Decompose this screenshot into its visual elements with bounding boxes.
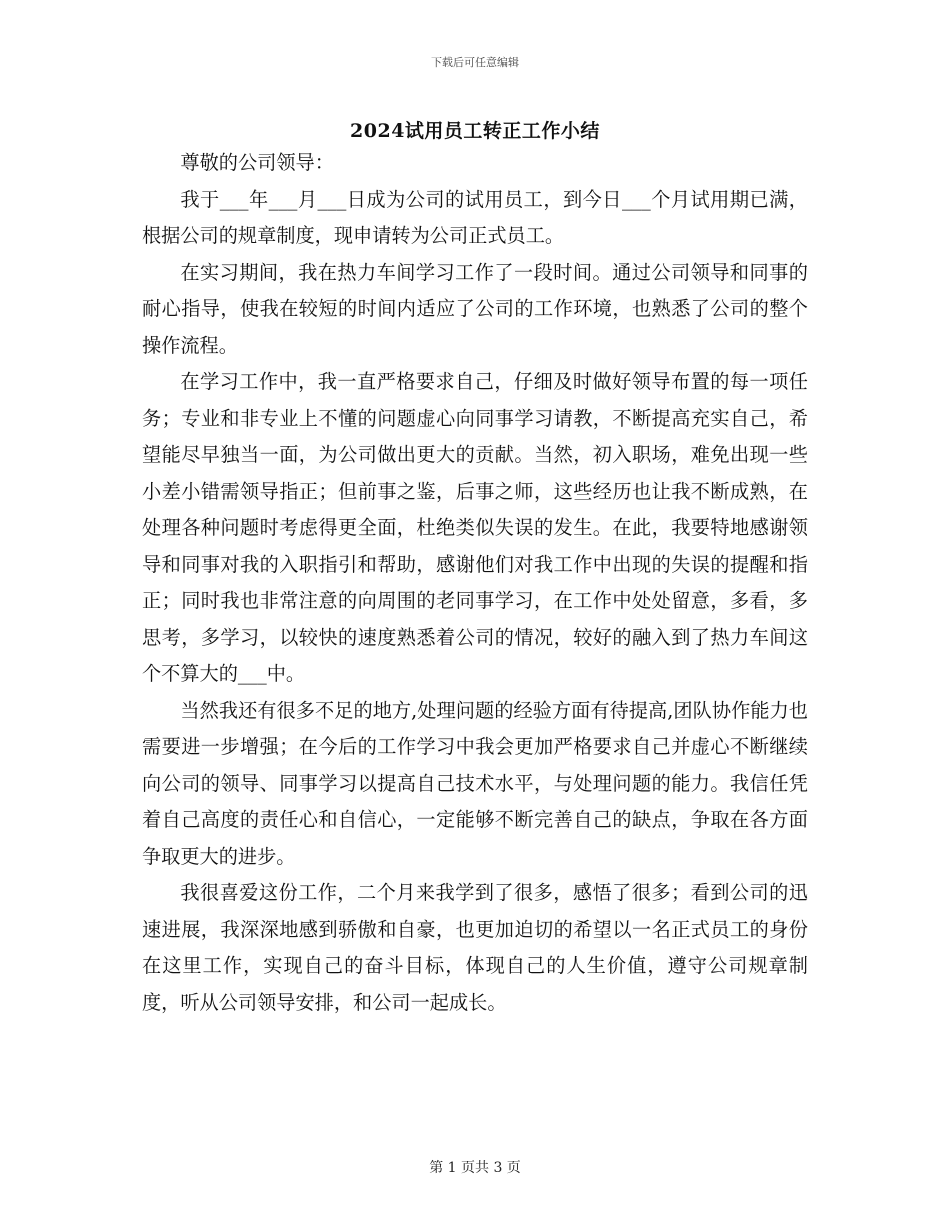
paragraph-internship: 在实习期间，我在热力车间学习工作了一段时间。通过公司领导和同事的耐心指导，使我在较短的时间内适应了公司的工作环境，也熟悉了公司的整个操作流程。 (142, 260, 808, 357)
paragraph-work-learning: 在学习工作中，我一直严格要求自己，仔细及时做好领导布置的每一项任务；专业和非专业上不懂的问题虚心向同事学习请教，不断提高充实自己，希望能尽早独当一面，为公司做出更大的贡献。当然，初入职场，难免出现一些小差小错需领导指正；但前事之鉴，后事之师，这些经历也让我不断成熟，在处理各种问题时考虑得更全面，杜绝类似失误的发生。在此，我要特地感谢领导和同事对我的入职指引和帮助，感谢他们对我工作中出现的失误的提醒和指正；同时我也非常注意的向周围的老同事学习，在工作中处处留意，多看，多思考，多学习，以较快的速度熟悉着公司的情况，较好的融入到了热力车间这个不算大的___中。 (142, 370, 808, 685)
paragraph-conclusion: 我很喜爱这份工作，二个月来我学到了很多，感悟了很多；看到公司的迅速进展，我深深地感到骄傲和自豪，也更加迫切的希望以一名正式员工的身份在这里工作，实现自己的奋斗目标，体现自己的人生价值，遵守公司规章制度，听从公司领导安排，和公司一起成长。 (142, 881, 808, 1014)
document-title: 2024试用员工转正工作小结 (350, 120, 600, 142)
salutation: 尊敬的公司领导： (180, 151, 334, 174)
page-header-note: 下载后可任意编辑 (431, 56, 519, 69)
paragraph-application: 我于___年___月___日成为公司的试用员工，到今日___个月试用期已满，根据公司的规章制度，现申请转为公司正式员工。 (142, 187, 808, 247)
document-body (142, 145, 808, 1021)
paragraph-shortcomings: 当然我还有很多不足的地方,处理问题的经验方面有待提高,团队协作能力也需要进一步增强；在今后的工作学习中我会更加严格要求自己并虚心不断继续向公司的领导、同事学习以提高自己技术水平，与处理问题的能力。我信任凭着自己高度的责任心和自信心，一定能够不断完善自己的缺点，争取在各方面争取更大的进步。 (142, 698, 808, 868)
page-number: 第 1 页共 3 页 (429, 1160, 521, 1176)
